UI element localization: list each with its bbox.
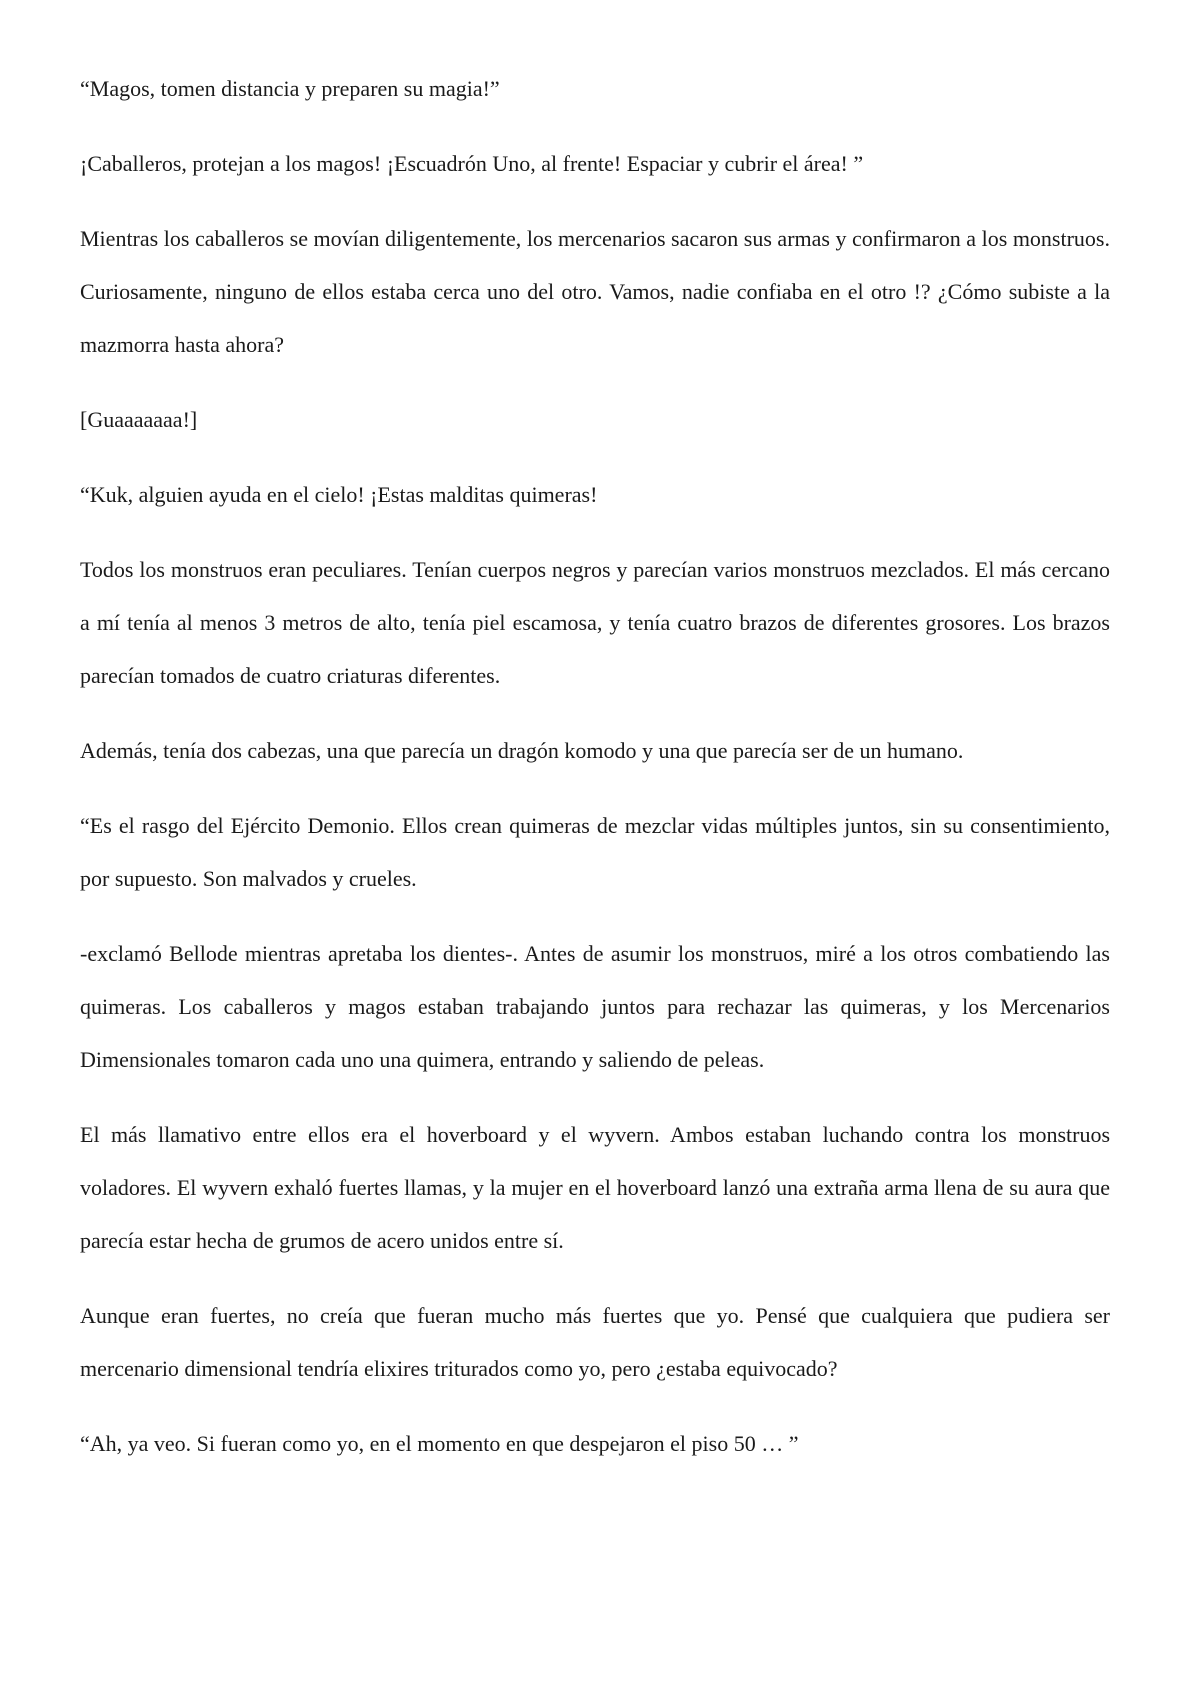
paragraph: [Guaaaaaaa!]	[80, 407, 198, 432]
paragraph: “Es el rasgo del Ejército Demonio. Ellos crean quimeras de mezclar vidas múltiples juntos, sin su consentimiento, por supuesto. Son malvados y crueles.	[80, 813, 1110, 891]
paragraph: Aunque eran fuertes, no creía que fueran mucho más fuertes que yo. Pensé que cualquiera que pudiera ser mercenario dimensional tendría elixires triturados como yo, pero ¿estaba equivocado?	[80, 1303, 1110, 1381]
paragraph: El más llamativo entre ellos era el hoverboard y el wyvern. Ambos estaban luchando contra los monstruos voladores. El wyvern exhaló fuertes llamas, y la mujer en el hoverboard lanzó una extraña arma llena de su aura que parecía estar hecha de grumos de acero unidos entre sí.	[80, 1122, 1110, 1253]
paragraph: -exclamó Bellode mientras apretaba los dientes-. Antes de asumir los monstruos, miré a los otros combatiendo las quimeras. Los caballeros y magos estaban trabajando juntos para rechazar las quimeras, y los Mercenarios Dimensionales tomaron cada uno una quimera, entrando y saliendo de peleas.	[80, 941, 1110, 1072]
paragraph: Todos los monstruos eran peculiares. Tenían cuerpos negros y parecían varios monstruos mezclados. El más cercano a mí tenía al menos 3 metros de alto, tenía piel escamosa, y tenía cuatro brazos de diferentes grosores. Los brazos parecían tomados de cuatro criaturas diferentes.	[80, 557, 1110, 688]
paragraph: ¡Caballeros, protejan a los magos! ¡Escuadrón Uno, al frente! Espaciar y cubrir el área! ”	[80, 151, 864, 176]
paragraph: “Magos, tomen distancia y preparen su magia!”	[80, 76, 500, 101]
paragraph: Mientras los caballeros se movían diligentemente, los mercenarios sacaron sus armas y confirmaron a los monstruos. Curiosamente, ninguno de ellos estaba cerca uno del otro. Vamos, nadie confiaba en el otro !? ¿Cómo subiste a la mazmorra hasta ahora?	[80, 226, 1110, 357]
paragraph: “Kuk, alguien ayuda en el cielo! ¡Estas malditas quimeras!	[80, 482, 598, 507]
paragraph: “Ah, ya veo. Si fueran como yo, en el momento en que despejaron el piso 50 … ”	[80, 1431, 799, 1456]
document-body	[80, 62, 1110, 1470]
paragraph: Además, tenía dos cabezas, una que parecía un dragón komodo y una que parecía ser de un humano.	[80, 738, 964, 763]
